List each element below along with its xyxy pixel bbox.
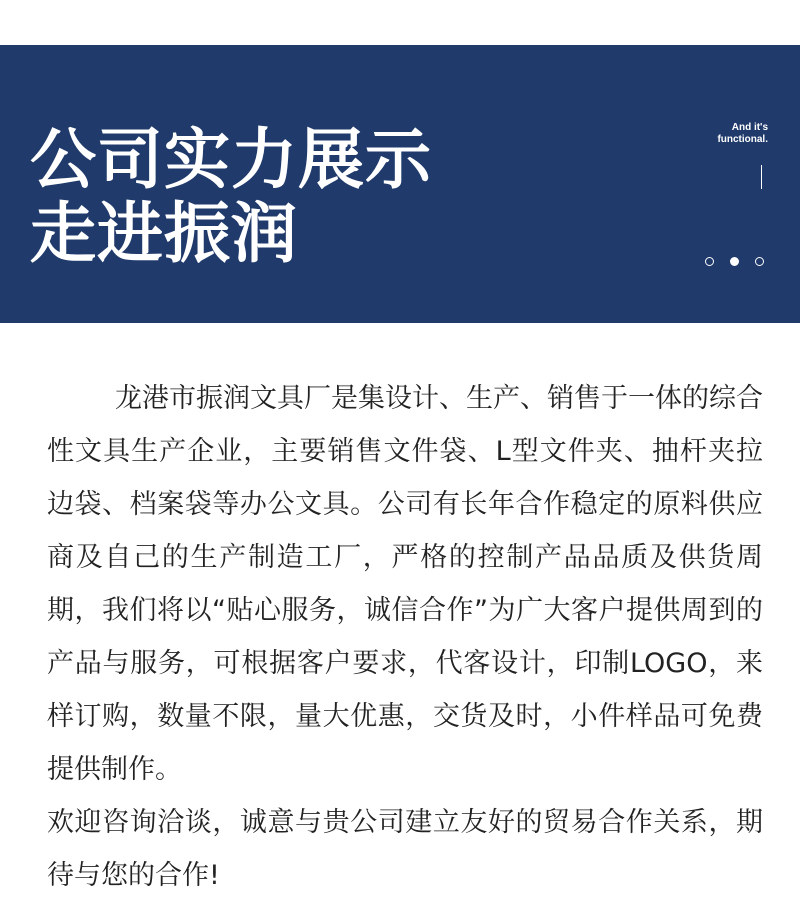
tagline-line-2: functional. xyxy=(717,134,768,145)
banner-title-line-2: 走进振润 xyxy=(30,195,298,272)
closing-paragraph: 欢迎咨询洽谈，诚意与贵公司建立友好的贸易合作关系，期待与您的合作! xyxy=(47,807,763,891)
intro-paragraph: 龙港市振润文具厂是集设计、生产、销售于一体的综合性文具生产企业，主要销售文件袋、L型文件夹、抽杆夹拉边袋、档案袋等办公文具。公司有长年合作稳定的原料供应商及自己的生产制造工厂，严格的控制产品品质及供货周期，我们将以“贴心服务，诚信合作”为广大客户提供周到的产品与服务，可根据客户要求，代客设计，印制LOGO，来样订购，数量不限，量大优惠，交货及时，小件样品可免费提供制作。 xyxy=(47,383,763,785)
tagline xyxy=(717,122,768,146)
banner-title-line-1: 公司实力展示 xyxy=(30,121,432,198)
carousel-dot-3[interactable] xyxy=(755,257,764,266)
banner-title xyxy=(30,123,432,271)
carousel-dot-1[interactable] xyxy=(705,257,714,266)
header-banner xyxy=(0,45,800,323)
carousel-indicators xyxy=(705,257,771,269)
carousel-dot-2-active[interactable] xyxy=(730,257,739,266)
tagline-line-1: And it's xyxy=(731,122,768,133)
company-intro xyxy=(47,372,763,902)
vertical-divider xyxy=(761,165,762,189)
